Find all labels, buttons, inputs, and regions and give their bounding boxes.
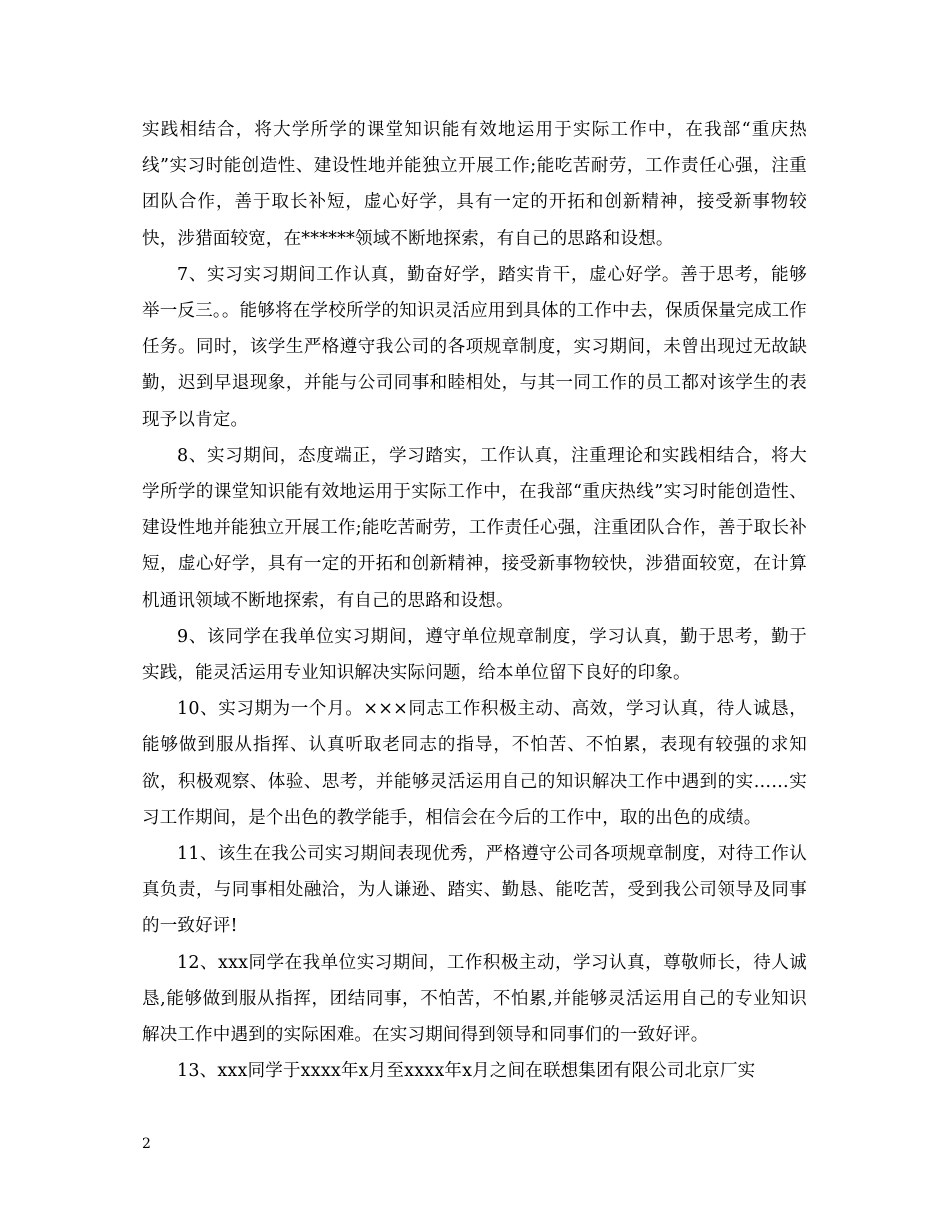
paragraph-item-11: 11、该生在我公司实习期间表现优秀，严格遵守公司各项规章制度，对待工作认真负责，与同事相处融洽，为人谦逊、踏实、勤恳、能吃苦，受到我公司领导及同事的一致好评!: [142, 844, 807, 937]
paragraph-item-10: 10、实习期为一个月。×××同志工作积极主动、高效，学习认真，待人诚恳，能够做到服从指挥、认真听取老同志的指导，不怕苦、不怕累，表现有较强的求知欲，积极观察、体验、思考，并能够灵活运用自己的知识解决工作中遇到的实……实习工作期间，是个出色的教学能手，相信会在今后的工作中，取的出色的成绩。: [142, 699, 807, 828]
paragraph-item-13: 13、xxx同学于xxxx年x月至xxxx年x月之间在联想集团有限公司北京厂实: [177, 1061, 756, 1082]
paragraph-item-9: 9、该同学在我单位实习期间，遵守单位规章制度，学习认真，勤于思考，勤于实践，能灵活运用专业知识解决实际问题，给本单位留下良好的印象。: [142, 626, 807, 684]
paragraph-continuation: 实践相结合，将大学所学的课堂知识能有效地运用于实际工作中，在我部“重庆热线”实习时能创造性、建设性地并能独立开展工作;能吃苦耐劳，工作责任心强，注重团队合作，善于取长补短，虚心好学，具有一定的开拓和创新精神，接受新事物较快，涉猎面较宽，在******领域不断地探索，有自己的思路和设想。: [142, 120, 807, 249]
document-body: [142, 112, 807, 1089]
paragraph-item-7: 7、实习实习期间工作认真，勤奋好学，踏实肯干，虚心好学。善于思考，能够举一反三。。能够将在学校所学的知识灵活应用到具体的工作中去，保质保量完成工作任务。同时，该学生严格遵守我公司的各项规章制度，实习期间，未曾出现过无故缺勤，迟到早退现象，并能与公司同事和睦相处，与其一同工作的员工都对该学生的表现予以肯定。: [142, 264, 807, 430]
paragraph-item-12: 12、xxx同学在我单位实习期间，工作积极主动，学习认真，尊敬师长，待人诚恳,能够做到服从指挥，团结同事，不怕苦，不怕累,并能够灵活运用自己的专业知识解决工作中遇到的实际困难。在实习期间得到领导和同事们的一致好评。: [142, 952, 807, 1046]
paragraph-item-8: 8、实习期间，态度端正，学习踏实，工作认真，注重理论和实践相结合，将大学所学的课堂知识能有效地运用于实际工作中，在我部“重庆热线”实习时能创造性、建设性地并能独立开展工作;能吃苦耐劳，工作责任心强，注重团队合作，善于取长补短，虚心好学，具有一定的开拓和创新精神，接受新事物较快，涉猎面较宽，在计算机通讯领域不断地探索，有自己的思路和设想。: [142, 445, 807, 611]
page-number: 2: [142, 1136, 151, 1152]
